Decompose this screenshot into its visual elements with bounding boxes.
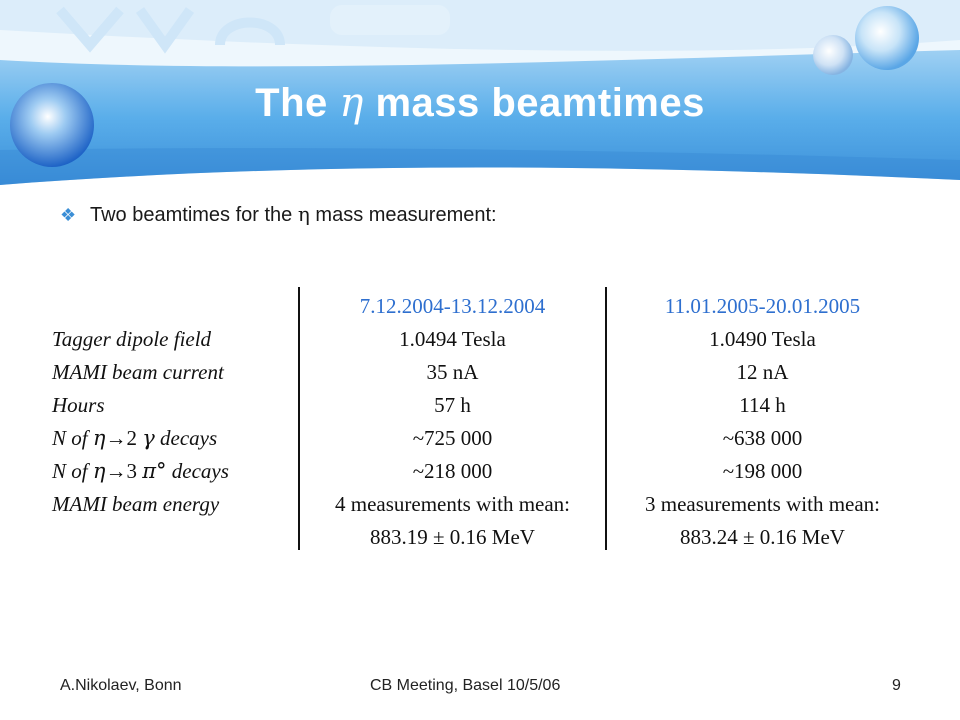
eta-symbol: η [339,80,364,126]
pi0-symbol: π° [142,459,167,483]
row-label-beam-current: MAMI beam current [52,360,224,384]
footer-page-number: 9 [892,677,901,694]
table-cell: 114 h [739,393,786,417]
table-cell: ~725 000 [412,426,493,450]
gamma-symbol: γ [142,426,155,450]
column-header-beamtime-1: 7.12.2004-13.12.2004 [359,294,546,318]
row-label-tagger-field: Tagger dipole field [52,327,212,351]
slide-title: The η mass beamtimes [255,80,705,126]
footer-author: A.Nikolaev, Bonn [60,677,182,694]
row-label-hours: Hours [52,393,105,417]
table-cell: 3 measurements with mean: [644,492,881,516]
eta-symbol: η [92,426,106,450]
table-cell: ~198 000 [722,459,803,483]
table-cell: 1.0494 Tesla [399,327,506,351]
table-divider [605,287,607,550]
table-cell: 883.19 ± 0.16 MeV [370,525,535,549]
row-label-eta-2gamma: N of η→2 γ decays [52,426,218,450]
table-cell: 57 h [434,393,471,417]
column-header-beamtime-2: 11.01.2005-20.01.2005 [664,294,861,318]
table-cell: 35 nA [426,360,479,384]
table-divider [298,287,300,550]
table-cell: 12 nA [736,360,789,384]
table-cell: ~638 000 [722,426,803,450]
table-cell: 883.24 ± 0.16 MeV [680,525,845,549]
diamond-bullet-icon: ❖ [60,205,77,225]
table-cell: 1.0490 Tesla [709,327,816,351]
bullet-item: ❖ Two beamtimes for the η mass measurement: [60,202,497,226]
row-label-eta-3pi0: N of η→3 π° decays [52,459,229,483]
eta-symbol: η [297,202,310,226]
row-label-beam-energy: MAMI beam energy [52,492,220,516]
table-cell: ~218 000 [412,459,493,483]
footer-meeting: CB Meeting, Basel 10/5/06 [370,677,561,694]
eta-symbol: η [92,459,106,483]
table-cell: 4 measurements with mean: [334,492,571,516]
